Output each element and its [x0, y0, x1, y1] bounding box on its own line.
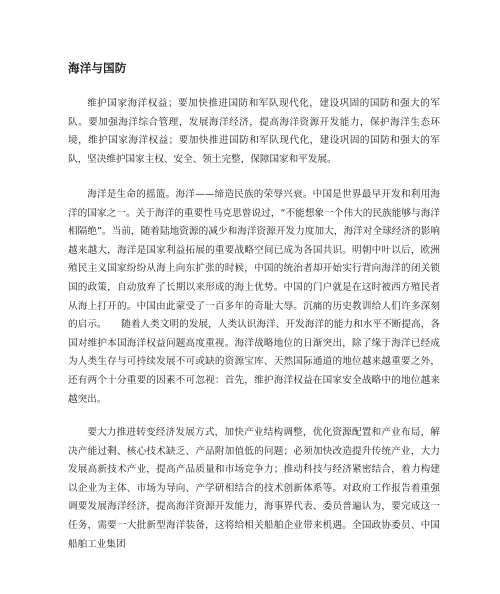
document-title: 海洋与国防	[68, 61, 127, 75]
paragraph-1: 维护国家海洋权益；要加快推进国防和军队现代化，建设巩固的国防和强大的军队。要加强海洋综合管理，发展海洋经济，提高海洋资源开发能力，保护海洋生态环境，维护国家海洋权益；要加快推进国防和军队现代化，建设巩固的国防和强大的军队，坚决维护国家主权、安全、领土完整，保障国家和平发展。	[68, 98, 440, 165]
paragraph-2: 海洋是生命的摇篮。海洋——缔造民族的荣辱兴衰。中国是世界最早开发和利用海洋的国家之一。关于海洋的重要性马克思曾说过，“不能想象一个伟大的民族能够与海洋相隔绝”。当前，随着陆地资源的减少和海洋资源开发力度加大，海洋对全球经济的影响越来越大，海洋是国家利益拓展的重要战略空间已成为各国共识。明朝中叶以后，欧洲殖民主义国家纷纷从海上向东扩张的时候，中国的统治者却开始实行背向海洋的闭关锁国的政策，自动放弃了长期以来形成的海上优势。中国的门户就是在这时被西方殖民者从海上打开的。中国由此蒙受了一百多年的奇耻大辱。沉痛的历史教训给人们许多深刻的启示。 随着人类文明的发展，人类认识海洋、开发海洋的能力和水平不断提高，各国对维护本国海洋权益问题高度重视。海洋战略地位的日渐突出，除了缘于海洋已经成为人类生存与可持续发展不可或缺的资源宝库、天然国际通道的地位越来越重要之外，还有两个十分重要的因素不可忽视：首先，维护海洋权益在国家安全战略中的地位越来越突出。	[68, 189, 440, 405]
paragraph-3: 要大力推进转变经济发展方式，加快产业结构调整，优化资源配置和产业布局，解决产能过剩、核心技术缺乏、产品附加值低的问题；必须加快改造提升传统产业，大力发展高新技术产业，提高产品质量和市场竞争力；推动科技与经济紧密结合，着力构建以企业为主体、市场为导向、产学研相结合的技术创新体系等。对政府工作报告着重强调要发展海洋经济，提高海洋资源开发能力，海事界代表、委员普遍认为，要完成这一任务，需要一大批新型海洋装备，这将给相关船舶企业带来机遇。全国政协委员、中国船舶工业集团	[68, 427, 440, 550]
